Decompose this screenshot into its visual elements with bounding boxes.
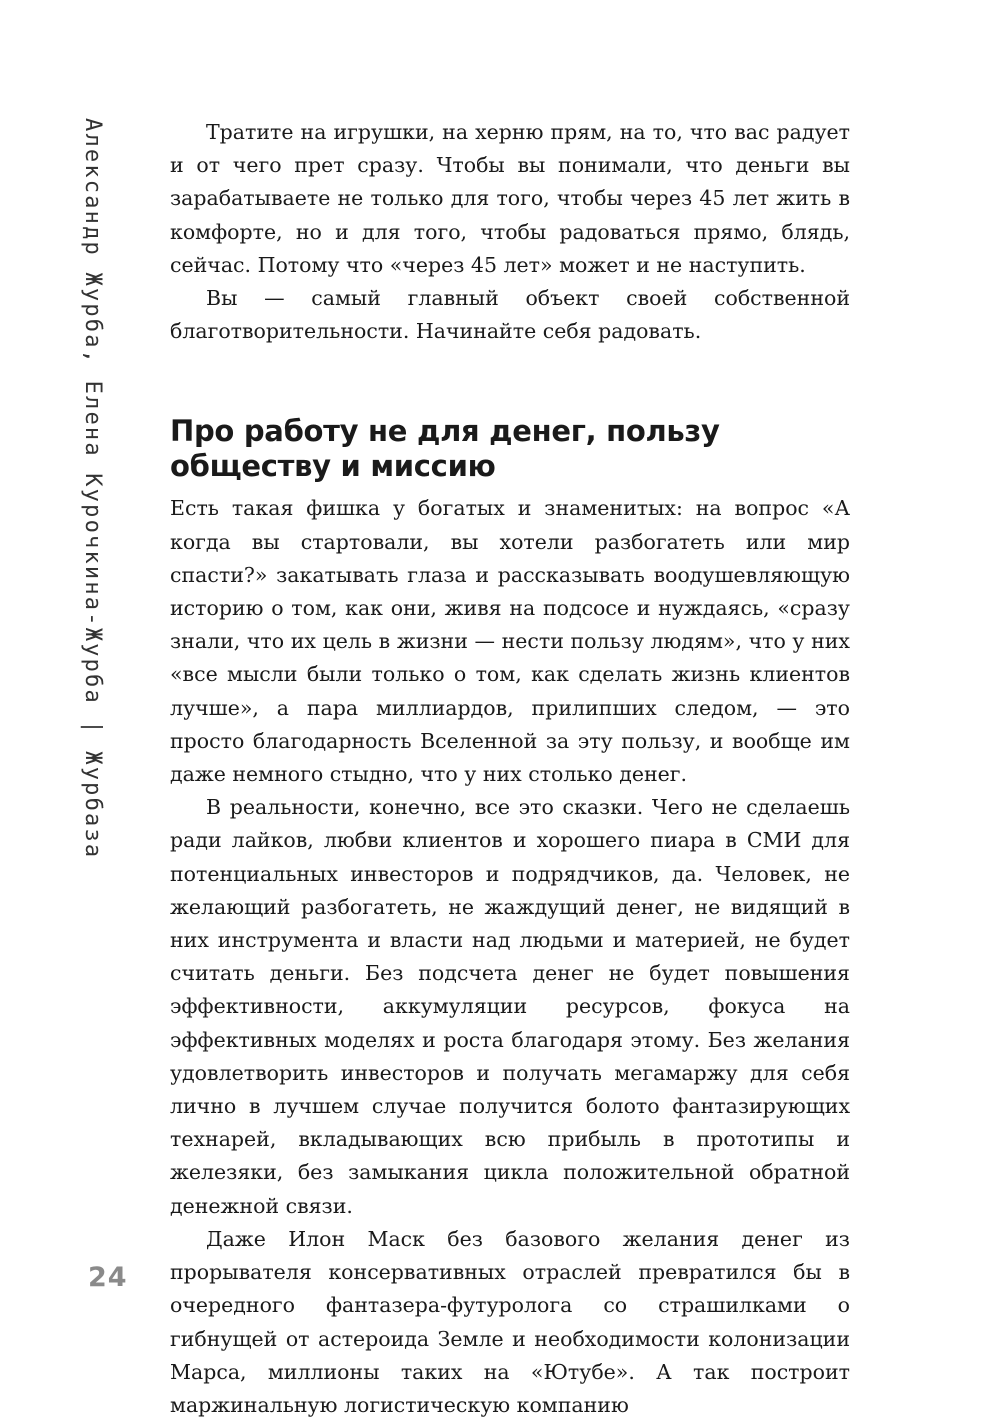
page-number: 24 <box>88 1262 128 1293</box>
paragraph: Есть такая фишка у богатых и знаменитых: на вопрос «А когда вы стартовали, вы хотели разбогатеть или мир спасти?» закатывать глаза и рассказывать воодушевляющую историю о том, как они, живя на подсосе и нуждаясь, «сразу знали, что их цель в жизни — нести пользу людям», что у них «все мысли были только о том, как сделать жизнь клиентов лучше», а пара миллиардов, прилипших следом, — это просто благодарность Вселенной за эту пользу, и вообще им даже немного стыдно, что у них столько денег. <box>170 496 850 787</box>
paragraph: Вы — самый главный объект своей собственной благотворительности. Начинайте себя радовать. <box>170 286 850 344</box>
paragraph: Тратите на игрушки, на херню прям, на то, что вас радует и от чего прет сразу. Чтобы вы понимали, что деньги вы зарабатываете не только для того, чтобы через 45 лет жить в комфорте, но и для того, чтобы радоваться прямо, блядь, сейчас. Потому что «через 45 лет» может и не наступить. <box>170 120 850 277</box>
paragraph: В реальности, конечно, все это сказки. Чего не сделаешь ради лайков, любви клиентов и хорошего пиара в СМИ для потенциальных инвесторов и подрядчиков, да. Человек, не желающий разбогатеть, не жаждущий денег, не видящий в них инструмента и власти над людьми и материей, не будет считать деньги. Без подсчета денег не будет повышения эффективности, аккумуляции ресурсов, фокуса на эффективных моделях и роста благодаря этому. Без желания удовлетворить инвесторов и получать мегамаржу для себя лично в лучшем случае получится болото фантазирующих технарей, вкладывающих всю прибыль в прототипы и железяки, без замыкания цикла положительной обратной денежной связи. <box>170 795 850 1218</box>
paragraph: Даже Илон Маск без базового желания денег из прорывателя консервативных отраслей превратился бы в очередного фантазера-футуролога со страшилками о гибнущей от астероида Земле и необходимости колонизации Марса, миллионы таких на «Ютубе». А так построит маржинальную логистическую компанию <box>170 1226 850 1417</box>
body-text <box>170 116 850 1422</box>
section-heading: Про работу не для денег, пользу обществу и миссию <box>170 414 720 484</box>
running-head: Александр Журба, Елена Курочкина-Журба | Журбаза <box>80 118 105 860</box>
